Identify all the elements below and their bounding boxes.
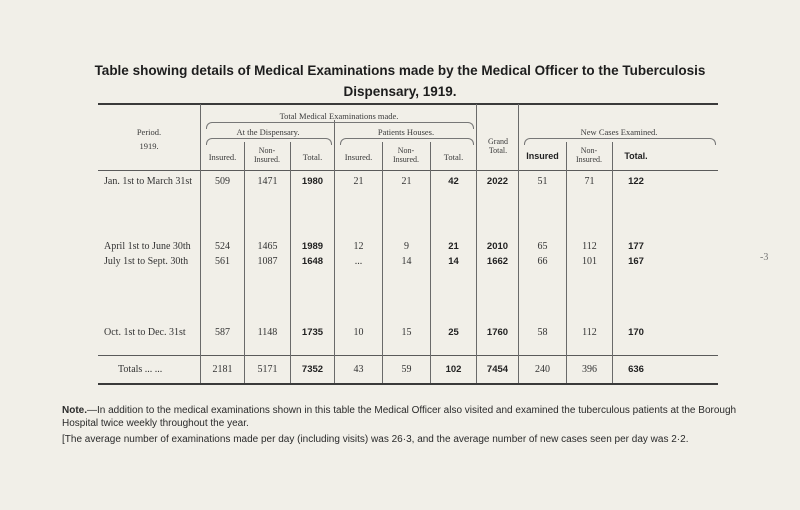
title-line-2: Dispensary, 1919. xyxy=(343,84,457,99)
table-title xyxy=(0,60,800,102)
cell-d-tot: 1980 xyxy=(301,176,324,187)
average-value-a: 26·3, xyxy=(391,434,415,445)
cell-n-ins: 66 xyxy=(537,256,548,267)
period-cell: July 1st to Sept. 30th xyxy=(104,256,189,267)
cell-d-ins: 587 xyxy=(215,327,230,338)
header-at-dispensary: At the Dispensary. xyxy=(236,127,300,137)
footnote xyxy=(62,404,752,430)
cell-n-non: 101 xyxy=(582,256,597,267)
cell-d-non: 5171 xyxy=(257,364,278,375)
header-non-insured: Non-Insured. xyxy=(254,146,280,164)
cell-grand: 2022 xyxy=(486,176,509,187)
header-period: Period. xyxy=(136,127,162,137)
average-note xyxy=(62,433,752,446)
margin-mark: -3 xyxy=(760,252,769,263)
table-bottom-rule xyxy=(98,383,718,385)
cell-h-non: 59 xyxy=(401,364,412,375)
cell-d-non: 1471 xyxy=(257,176,278,187)
totals-label: Totals ... ... xyxy=(118,364,163,375)
brace xyxy=(340,138,474,145)
cell-h-ins: ... xyxy=(354,256,363,267)
header-new-cases: New Cases Examined. xyxy=(580,127,658,137)
brace xyxy=(206,138,332,145)
cell-grand: 1662 xyxy=(486,256,509,267)
title-line-1: Table showing details of Medical Examinations made by the Medical Officer to the Tuberculosis xyxy=(94,63,706,78)
cell-n-ins: 51 xyxy=(537,176,548,187)
cell-d-tot: 1989 xyxy=(301,241,324,252)
average-text-b: and the average number of new cases seen per day was xyxy=(417,434,669,445)
cell-n-tot: 170 xyxy=(628,327,644,338)
cell-h-tot: 21 xyxy=(448,241,459,252)
cell-h-ins: 21 xyxy=(353,176,364,187)
header-non-insured: Non-Insured. xyxy=(576,146,602,164)
cell-d-ins: 561 xyxy=(215,256,230,267)
brace xyxy=(524,138,716,145)
header-patients-houses: Patients Houses. xyxy=(377,127,435,137)
cell-n-tot: 167 xyxy=(628,256,644,267)
cell-d-tot: 1648 xyxy=(301,256,324,267)
cell-h-tot: 42 xyxy=(448,176,459,187)
cell-d-non: 1465 xyxy=(257,241,278,252)
cell-h-tot: 14 xyxy=(448,256,459,267)
cell-h-non: 15 xyxy=(401,327,412,338)
cell-n-tot: 636 xyxy=(628,364,644,375)
table-top-rule xyxy=(98,103,718,105)
cell-n-ins: 240 xyxy=(535,364,550,375)
cell-h-tot: 102 xyxy=(445,364,462,375)
cell-grand: 7454 xyxy=(486,364,509,375)
cell-h-ins: 12 xyxy=(353,241,364,252)
cell-h-non: 14 xyxy=(401,256,412,267)
header-insured: Insured. xyxy=(344,152,373,162)
header-non-insured: Non-Insured. xyxy=(393,146,419,164)
cell-d-tot: 7352 xyxy=(301,364,324,375)
header-period-year: 1919. xyxy=(139,141,159,151)
cell-d-tot: 1735 xyxy=(301,327,324,338)
note-text: —In addition to the medical examinations shown in this table the Medical Officer also visited and examined the tuberculous patients at the Borough Hospital twice weekly throughout the year. xyxy=(62,405,737,429)
header-bottom-rule xyxy=(98,170,718,171)
header-total: Total. xyxy=(443,152,464,162)
cell-grand: 1760 xyxy=(486,327,509,338)
cell-n-tot: 177 xyxy=(628,241,644,252)
cell-n-non: 112 xyxy=(582,241,597,252)
average-text-a: [The average number of examinations made per day (including visits) was xyxy=(62,434,389,445)
header-total: Total. xyxy=(302,152,323,162)
cell-n-non: 71 xyxy=(584,176,595,187)
cell-h-ins: 43 xyxy=(353,364,364,375)
cell-h-non: 9 xyxy=(404,241,409,252)
cell-h-non: 21 xyxy=(401,176,412,187)
cell-d-non: 1087 xyxy=(257,256,278,267)
cell-d-ins: 524 xyxy=(215,241,230,252)
header-grand-total: Grand Total. xyxy=(488,137,508,155)
header-insured: Insured. xyxy=(208,152,237,162)
cell-h-tot: 25 xyxy=(448,327,459,338)
cell-d-non: 1148 xyxy=(257,327,278,338)
cell-n-non: 396 xyxy=(582,364,597,375)
cell-n-tot: 122 xyxy=(628,176,644,187)
cell-grand: 2010 xyxy=(486,241,509,252)
cell-h-ins: 10 xyxy=(353,327,364,338)
cell-n-ins: 58 xyxy=(537,327,548,338)
cell-n-ins: 65 xyxy=(537,241,548,252)
average-value-b: 2·2. xyxy=(671,434,689,445)
header-total: Total. xyxy=(624,151,648,161)
header-insured: Insured xyxy=(526,151,559,161)
period-cell: April 1st to June 30th xyxy=(104,241,191,252)
cell-n-non: 112 xyxy=(582,327,597,338)
period-cell: Oct. 1st to Dec. 31st xyxy=(104,327,186,338)
cell-d-ins: 509 xyxy=(215,176,230,187)
note-label: Note. xyxy=(62,405,87,416)
period-cell: Jan. 1st to March 31st xyxy=(104,176,193,187)
header-total-medical: Total Medical Examinations made. xyxy=(279,111,399,121)
totals-top-rule xyxy=(98,355,718,356)
cell-d-ins: 2181 xyxy=(212,364,233,375)
